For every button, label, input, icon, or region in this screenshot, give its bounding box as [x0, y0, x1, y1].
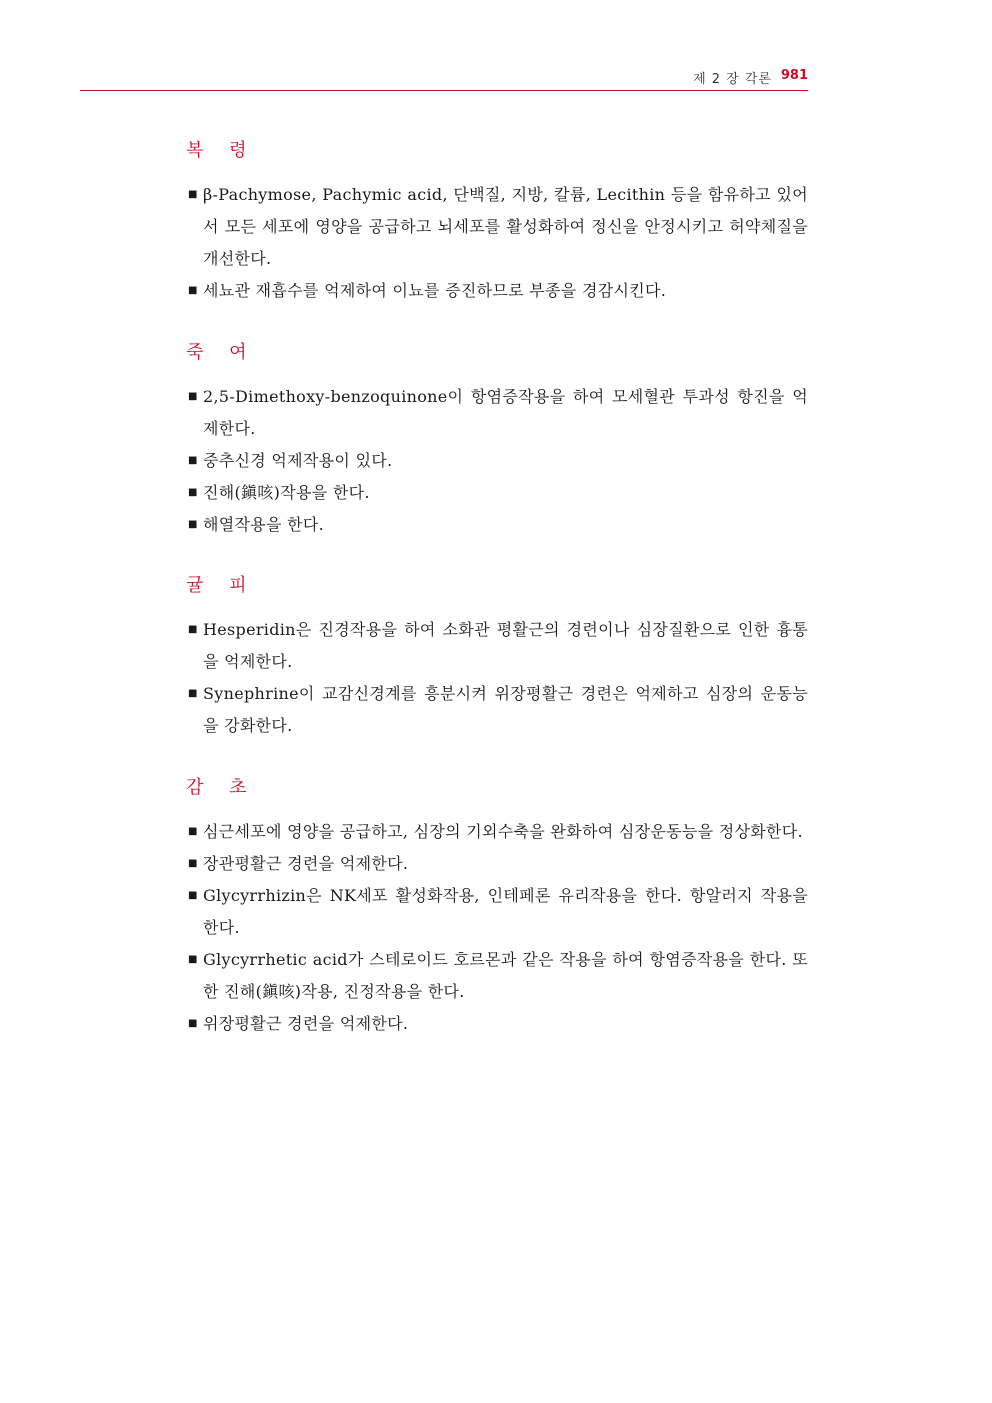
bullet-list [186, 614, 808, 742]
item-text: 해열작용을 한다. [203, 515, 325, 534]
list-item [186, 179, 808, 275]
list-item [186, 880, 808, 944]
bullet-icon: ■ [188, 455, 198, 466]
item-text: Glycyrrhetic acid가 스테로이드 호르몬과 같은 작용을 하여 항염증작용을 한다. 또한 진해(鎭咳)작용, 진정작용을 한다. [203, 950, 808, 1001]
bullet-icon: ■ [188, 285, 198, 296]
section-heading: 죽 여 [186, 342, 257, 363]
item-text: 중추신경 억제작용이 있다. [203, 451, 393, 470]
bullet-icon: ■ [188, 890, 198, 901]
page-number: 981 [780, 68, 808, 83]
bullet-icon: ■ [188, 391, 198, 402]
section-gyulpi [186, 574, 808, 742]
item-text: 장관평활근 경련을 억제한다. [203, 854, 409, 873]
bullet-icon: ■ [188, 189, 198, 200]
bullet-icon: ■ [188, 858, 198, 869]
section-heading: 복 령 [186, 140, 257, 161]
item-text: 위장평활근 경련을 억제한다. [203, 1014, 409, 1033]
list-item [186, 381, 808, 445]
section-jugyeo [186, 341, 808, 541]
list-item [186, 477, 808, 509]
bullet-icon: ■ [188, 826, 198, 837]
bullet-icon: ■ [188, 688, 198, 699]
list-item [186, 509, 808, 541]
section-heading: 감 초 [186, 777, 257, 798]
item-text: 심근세포에 영양을 공급하고, 심장의 기외수축을 완화하여 심장운동능을 정상화한다. [203, 822, 803, 841]
list-item [186, 275, 808, 307]
list-item [186, 848, 808, 880]
list-item [186, 445, 808, 477]
bullet-icon: ■ [188, 519, 198, 530]
list-item [186, 678, 808, 742]
bullet-list [186, 179, 808, 307]
section-bokryeong [186, 139, 808, 307]
list-item [186, 816, 808, 848]
list-item [186, 614, 808, 678]
list-item [186, 944, 808, 1008]
item-text: 2,5-Dimethoxy-benzoquinone이 항염증작용을 하여 모세혈관 투과성 항진을 억제한다. [203, 387, 808, 438]
item-text: 세뇨관 재흡수를 억제하여 이뇨를 증진하므로 부종을 경감시킨다. [203, 281, 667, 300]
chapter-title: 제 2 장 각론 [693, 72, 772, 87]
item-text: 진해(鎭咳)작용을 한다. [203, 483, 370, 502]
bullet-list [186, 381, 808, 541]
bullet-icon: ■ [188, 487, 198, 498]
item-text: β-Pachymose, Pachymic acid, 단백질, 지방, 칼륨, Lecithin 등을 함유하고 있어서 모든 세포에 영양을 공급하고 뇌세포를 활성화하여 정신을 안정시키고 허약체질을 개선한다. [203, 185, 808, 268]
running-header [80, 66, 808, 91]
item-text: Synephrine이 교감신경계를 흥분시켜 위장평활근 경련은 억제하고 심장의 운동능을 강화한다. [203, 684, 808, 735]
list-item [186, 1008, 808, 1040]
item-text: Hesperidin은 진경작용을 하여 소화관 평활근의 경련이나 심장질환으로 인한 흉통을 억제한다. [203, 620, 808, 671]
item-text: Glycyrrhizin은 NK세포 활성화작용, 인테페론 유리작용을 한다. 항알러지 작용을 한다. [203, 886, 808, 937]
bullet-icon: ■ [188, 624, 198, 635]
section-heading: 귤 피 [186, 575, 257, 596]
bullet-list [186, 816, 808, 1040]
bullet-icon: ■ [188, 954, 198, 965]
bullet-icon: ■ [188, 1018, 198, 1029]
section-gamcho [186, 776, 808, 1040]
